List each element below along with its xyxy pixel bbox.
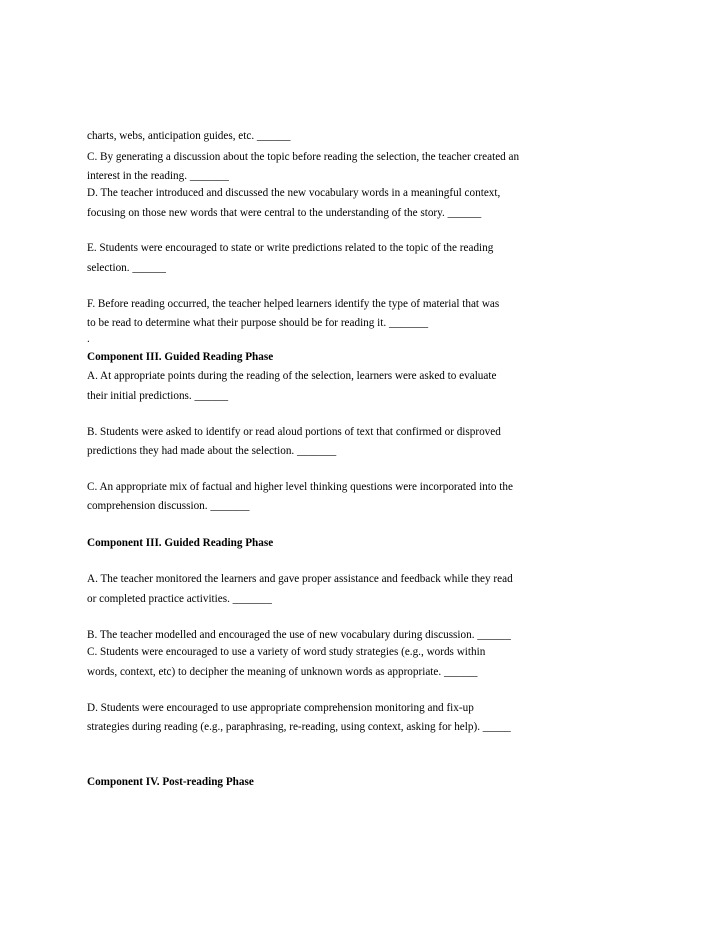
text-line: E. Students were encouraged to state or write predictions related to the topic of the reading (87, 242, 494, 254)
text-line: C. By generating a discussion about the topic before reading the selection, the teacher created an (87, 151, 520, 163)
text-line: B. The teacher modelled and encouraged the use of new vocabulary during discussion. ______ (87, 629, 511, 641)
text-line: selection. ______ (87, 262, 166, 274)
text-line: A. The teacher monitored the learners and gave proper assistance and feedback while they read (87, 573, 513, 585)
section-heading: Component III. Guided Reading Phase (87, 351, 274, 363)
text-line: focusing on those new words that were central to the understanding of the story. ______ (87, 207, 482, 219)
text-line: to be read to determine what their purpose should be for reading it. _______ (87, 317, 429, 329)
section-heading: Component IV. Post-reading Phase (87, 776, 254, 788)
text-line: C. An appropriate mix of factual and higher level thinking questions were incorporated into the (87, 481, 513, 493)
text-line: A. At appropriate points during the reading of the selection, learners were asked to evaluate (87, 370, 497, 382)
text-line: strategies during reading (e.g., paraphrasing, re-reading, using context, asking for help). _____ (87, 721, 511, 733)
text-line: predictions they had made about the selection. _______ (87, 445, 337, 457)
text-line: interest in the reading. _______ (87, 170, 229, 182)
text-line: or completed practice activities. _______ (87, 593, 272, 605)
text-line: comprehension discussion. _______ (87, 500, 250, 512)
text-line: charts, webs, anticipation guides, etc. ______ (87, 130, 291, 142)
text-line: C. Students were encouraged to use a variety of word study strategies (e.g., words within (87, 646, 486, 658)
text-line: D. Students were encouraged to use appropriate comprehension monitoring and fix-up (87, 702, 474, 714)
text-line: B. Students were asked to identify or read aloud portions of text that confirmed or disproved (87, 426, 501, 438)
text-line: D. The teacher introduced and discussed the new vocabulary words in a meaningful context, (87, 187, 501, 199)
text-line: F. Before reading occurred, the teacher helped learners identify the type of material that was (87, 298, 500, 310)
text-line: words, context, etc) to decipher the meaning of unknown words as appropriate. ______ (87, 666, 478, 678)
section-heading: Component III. Guided Reading Phase (87, 537, 274, 549)
text-line: . (87, 333, 90, 345)
text-line: their initial predictions. ______ (87, 390, 229, 402)
